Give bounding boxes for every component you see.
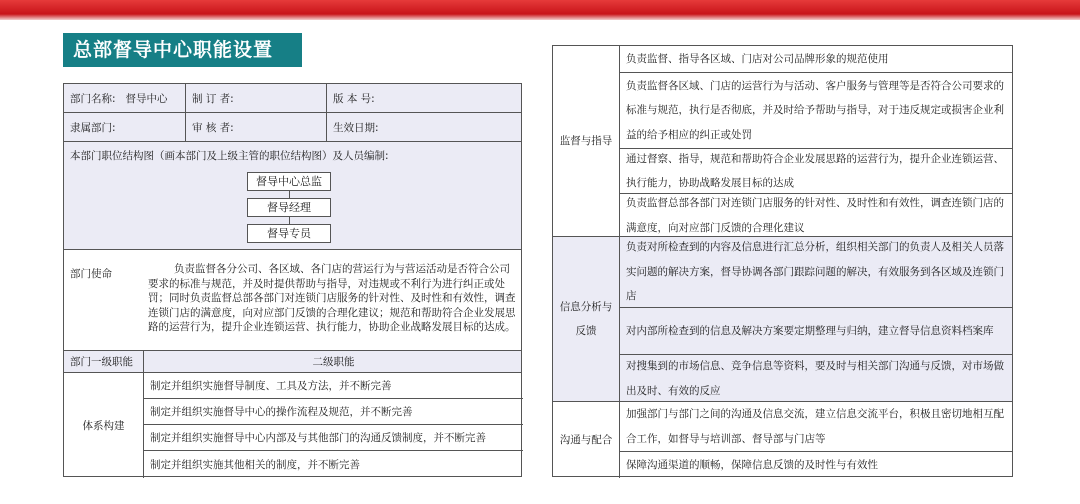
org-connector xyxy=(289,191,290,198)
group-item: 负责监督各区域、门店的运营行为与活动、客户服务与管理等是否符合公司要求的标准与规范，执行是否彻底，并及时给予帮助与指导，对于违反规定或损害企业利益的给予相应的纠正或处罚 xyxy=(620,73,1012,149)
version-cell xyxy=(327,84,523,112)
group-communication xyxy=(553,402,1012,478)
group-info-analysis xyxy=(553,237,1012,402)
system-item: 制定并组织实施其他相关的制度，并不断完善 xyxy=(150,459,360,471)
maker-label: 制 订 者: xyxy=(192,92,234,105)
level1-header-text: 部门一级职能 xyxy=(70,356,133,368)
parent-cell xyxy=(64,113,186,141)
group-label: 沟通与配合 xyxy=(553,402,620,478)
right-function-table xyxy=(552,45,1013,477)
dept-name-label: 部门名称: xyxy=(70,92,116,105)
mission-label: 部门使命 xyxy=(70,268,112,280)
group-item: 通过督察、指导，规范和帮助符合企业发展思路的运营行为，提升企业连锁运营、执行能力，协助战略发展目标的达成 xyxy=(620,149,1012,194)
group-item: 负责监督、指导各区域、门店对公司品牌形象的规范使用 xyxy=(620,46,1012,73)
level-header-row xyxy=(64,351,521,373)
group-item: 保障沟通渠道的顺畅，保障信息反馈的及时性与有效性 xyxy=(626,458,878,471)
parent-label: 隶属部门: xyxy=(70,121,116,134)
level2-header-text: 二级职能 xyxy=(312,356,355,368)
group-supervise xyxy=(553,46,1012,237)
top-red-bar xyxy=(0,0,1080,20)
level1-header xyxy=(64,351,144,372)
maker-cell xyxy=(186,84,327,112)
system-item: 制定并组织实施督导中心内部及与其他部门的沟通反馈制度，并不断完善 xyxy=(144,425,523,451)
org-caption: 本部门职位结构图（画本部门及上级主管的职位结构图）及人员编制: xyxy=(70,150,389,162)
org-box-specialist: 督导专员 xyxy=(247,224,331,243)
group-item: 负责监督总部各部门对连锁门店服务的针对性、及时性和有效性，调查连锁门店的满意度，向对应部门反馈的合理化建议 xyxy=(626,197,1004,234)
reviewer-label: 审 核 者: xyxy=(192,121,234,134)
org-chart-section xyxy=(64,142,521,250)
header-row-2 xyxy=(64,113,521,142)
effective-label: 生效日期: xyxy=(333,121,379,134)
system-item: 制定并组织实施督导制度、工具及方法，并不断完善 xyxy=(144,373,523,399)
system-item: 制定并组织实施督导中心的操作流程及规范，并不断完善 xyxy=(144,399,523,425)
reviewer-cell xyxy=(186,113,327,141)
system-build-section xyxy=(64,373,521,478)
level2-header xyxy=(144,351,523,372)
left-function-table xyxy=(63,83,522,477)
group-item: 加强部门与部门之间的沟通及信息交流，建立信息交流平台，积极且密切地相互配合工作，如督导与培训部、督导部与门店等 xyxy=(620,402,1012,452)
effective-cell xyxy=(327,113,523,141)
org-box-director: 督导中心总监 xyxy=(247,172,331,191)
mission-section xyxy=(64,250,521,351)
group-label: 监督与指导 xyxy=(553,46,620,236)
page-title: 总部督导中心职能设置 xyxy=(63,33,302,67)
system-label: 体系构建 xyxy=(64,373,144,478)
version-label: 版 本 号: xyxy=(333,92,375,105)
group-item: 对搜集到的市场信息、竞争信息等资料，要及时与相关部门沟通与反馈，对市场做出及时、有效的反应 xyxy=(626,360,1004,397)
dept-name-cell xyxy=(64,84,186,112)
org-connector xyxy=(289,217,290,224)
group-item: 负责对所检查到的内容及信息进行汇总分析，组织相关部门的负责人及相关人员落实问题的解决方案，督导协调各部门跟踪问题的解决，有效服务到各区域及连锁门店 xyxy=(620,237,1012,308)
group-label: 信息分析与反馈 xyxy=(553,237,620,401)
mission-text: 负责监督各分公司、各区域、各门店的营运行为与营运活动是否符合公司要求的标准与规范，并及时提供帮助与指导，对违规或不利行为进行纠正或处罚；同时负责监督总部各部门对连锁门店服务的针对性、及时性和有效性，调查连锁门店的满意度，向对应部门反馈的合理化建议；规范和帮助符合企业发展思路的运营行为，提升企业连锁运营、执行能力，协助企业战略发展目标的达成。 xyxy=(148,263,516,333)
org-box-manager: 督导经理 xyxy=(247,198,331,217)
header-row-1 xyxy=(64,84,521,113)
group-item: 对内部所检查到的信息及解决方案要定期整理与归纳，建立督导信息资料档案库 xyxy=(620,308,1012,355)
dept-name-value: 督导中心 xyxy=(125,92,168,105)
